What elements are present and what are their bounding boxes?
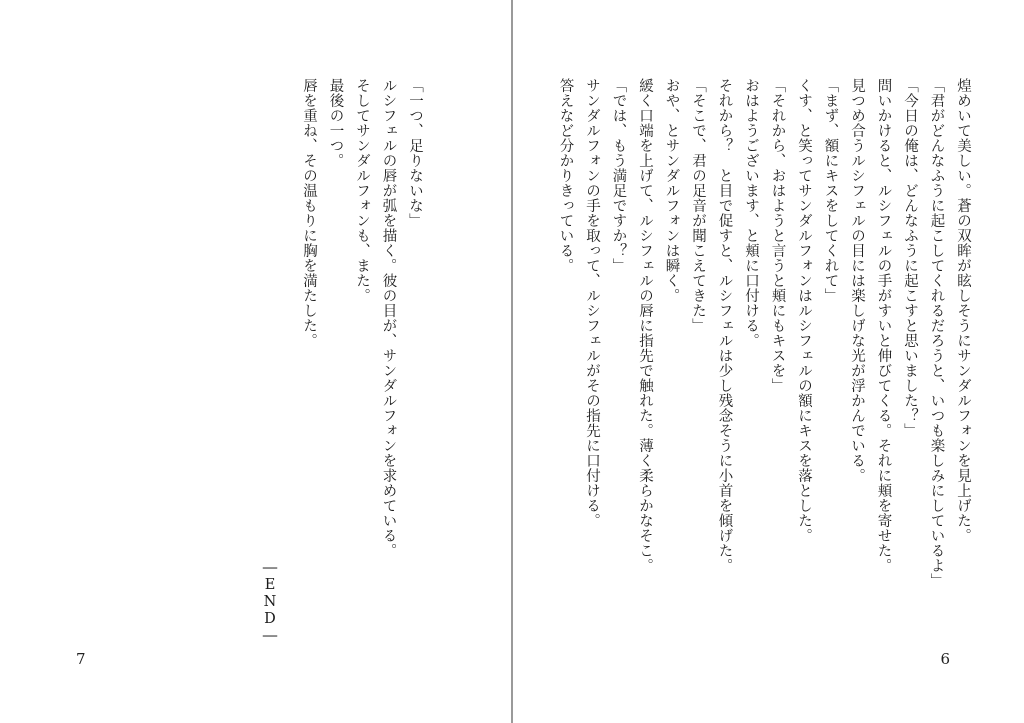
body-line: くす、と笑ってサンダルフォンはルシフェルの額にキスを落とした。	[796, 78, 812, 543]
body-line: 「まず、額にキスをしてくれて」	[822, 78, 839, 303]
body-line: 問いかけると、ルシフェルの手がすいと伸びてくる。それに頬を寄せた。	[875, 78, 892, 573]
left-page-body	[301, 78, 428, 638]
body-line: おや、とサンダルフォンは瞬く。	[663, 78, 680, 303]
body-line: 「一つ、足りないな」	[407, 78, 423, 228]
body-line: そしてサンダルフォンも、また。	[354, 78, 370, 303]
right-page-body	[557, 78, 976, 638]
body-line: 緩く口端を上げて、ルシフェルの唇に指先で触れた。薄く柔らかなそこ。	[637, 78, 653, 573]
body-line: 「今日の俺は、どんなふうに起こすと思いました？」	[902, 78, 918, 438]
body-line: 「そこで、君の足音が聞こえてきた」	[690, 78, 706, 333]
body-line: サンダルフォンの手を取って、ルシフェルがその指先に口付ける。	[584, 78, 600, 528]
page-number-left: 7	[76, 650, 86, 668]
body-line: 見つめ合うルシフェルの目には楽しげな光が浮かんでいる。	[849, 78, 865, 483]
left-page	[0, 0, 511, 723]
body-line: 「では、もう満足ですか？」	[610, 78, 627, 273]
body-line: 煌めいて美しい。蒼の双眸が眩しそうにサンダルフォンを見上げた。	[955, 78, 971, 543]
body-line: ルシフェルの唇が弧を描く。彼の目が、サンダルフォンを求めている。	[380, 78, 397, 558]
body-line: 最後の一つ。	[327, 78, 344, 168]
body-line: 「君がどんなふうに起こしてくれるだろうと、いつも楽しみにしているよ」	[928, 78, 945, 588]
body-line: 唇を重ね、その温もりに胸を満たした。	[301, 78, 317, 348]
right-page	[513, 0, 1024, 723]
end-mark: ―END―	[262, 560, 278, 645]
body-line: おはようございます、と頬に口付ける。	[743, 78, 759, 348]
body-line: 「それから、おはようと言うと頬にもキスを」	[769, 78, 786, 393]
body-line: それから？ と目で促すと、ルシフェルは少し残念そうに小首を傾げた。	[716, 78, 733, 573]
page-number-right: 6	[940, 650, 950, 668]
body-line: 答えなど分かりきっている。	[557, 78, 574, 273]
